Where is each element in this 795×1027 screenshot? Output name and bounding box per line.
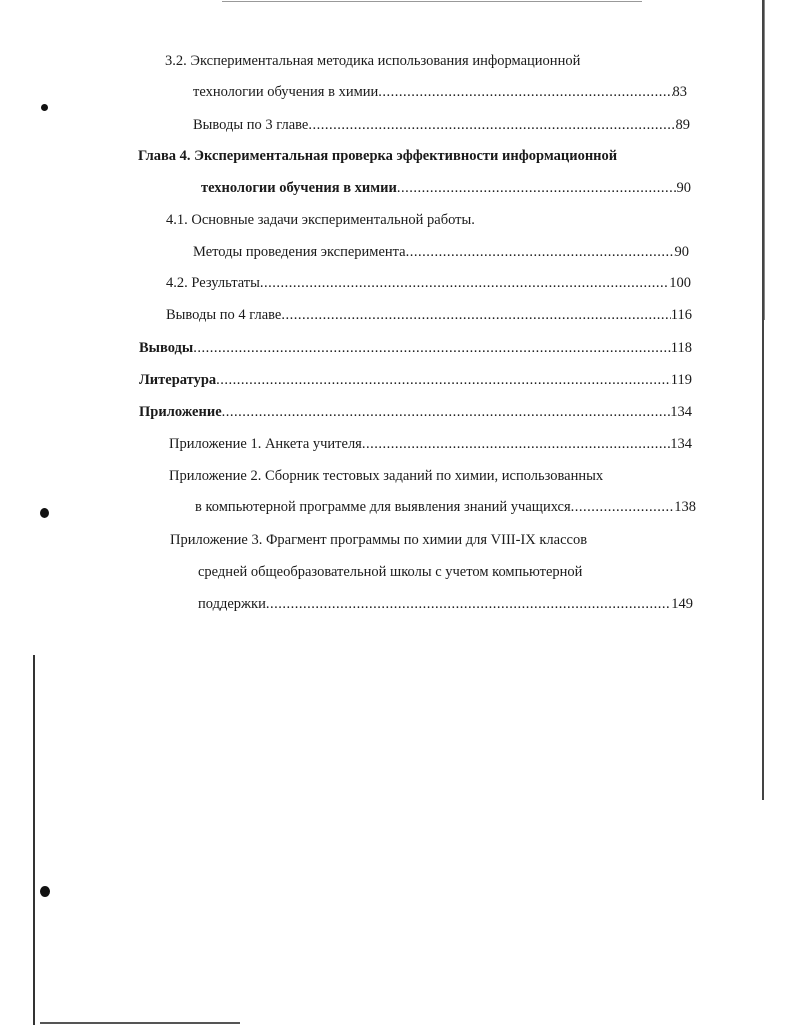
toc-entry-conclusions [139,338,692,358]
toc-s4-1-title-line1: 4.1. Основные задачи экспериментальной работы. [166,212,475,228]
toc-entry-label: Приложение 1. Анкета учителя [169,436,362,452]
toc-appendix2-title-line1: Приложение 2. Сборник тестовых заданий по химии, использованных [169,468,604,484]
dot-leader [193,338,671,358]
page-number: 138 [674,499,696,515]
dot-leader [260,273,669,293]
page-number: 118 [670,340,692,356]
toc-entry-appendix-1 [169,434,692,454]
dot-leader [308,115,675,135]
toc-entry-label: Литература [139,372,217,388]
dot-leader [397,178,677,198]
toc-entry-label: Выводы [139,340,194,356]
toc-entry-appendix-2 [195,497,696,517]
dot-leader [571,497,675,517]
toc-s4-1-title-line2: Методы проведения эксперимента [193,244,406,260]
dot-leader [222,402,671,422]
page-number: 149 [671,596,693,612]
toc-entry-conclusions-3 [193,115,690,135]
toc-entry-label: Выводы по 3 главе [193,117,309,133]
toc-entry-label: 4.2. Результаты [166,275,260,291]
scan-edge-top [222,1,642,2]
toc-appendix3-title-line1: Приложение 3. Фрагмент программы по химии для VIII-IX классов [170,532,588,548]
dot-leader [406,242,675,262]
page-number: 90 [674,244,689,260]
dot-leader [362,434,670,454]
toc-s3-2-title-line2: технологии обучения в химии [193,84,379,100]
toc-entry-s4-2 [166,273,691,293]
toc-chapter4-title-line1: Глава 4. Экспериментальная проверка эффективности информационной [138,148,618,164]
page-number: 83 [672,84,687,100]
page-number: 134 [670,404,692,420]
toc-appendix3-title-line2: средней общеобразовательной школы с учетом компьютерной [198,564,583,580]
page-number: 119 [670,372,692,388]
page-number: 90 [676,180,691,196]
dot-leader [266,594,671,614]
toc-entry-appendix-3 [198,594,693,614]
toc-appendix3-title-line3: поддержки [198,596,266,612]
toc-entry-label: Приложение [139,404,222,420]
toc-appendix2-title-line2: в компьютерной программе для выявления знаний учащихся [195,499,571,515]
binder-hole-mark [40,886,50,897]
page-number: 100 [669,275,691,291]
page-number: 116 [670,307,692,323]
dot-leader [281,305,670,325]
toc-entry-literature [139,370,692,390]
toc-entry-label: Выводы по 4 главе [166,307,282,323]
scan-edge-left [33,655,35,1025]
binder-hole-mark [41,104,48,111]
scan-edge-bottom [40,1022,240,1024]
dot-leader [378,82,672,102]
toc-entry-chapter4 [201,178,691,198]
dot-leader [216,370,671,390]
page-number: 89 [675,117,690,133]
toc-entry-appendix [139,402,692,422]
page-number: 134 [670,436,692,452]
scan-edge-right-inner [764,0,765,320]
toc-entry-conclusions-4 [166,305,692,325]
toc-entry-s3-2 [193,82,687,102]
binder-hole-mark [40,508,49,518]
toc-chapter4-title-line2: технологии обучения в химии [201,180,397,196]
toc-entry-s4-1 [193,242,689,262]
toc-s3-2-title-line1: 3.2. Экспериментальная методика использования информационной [165,53,581,69]
